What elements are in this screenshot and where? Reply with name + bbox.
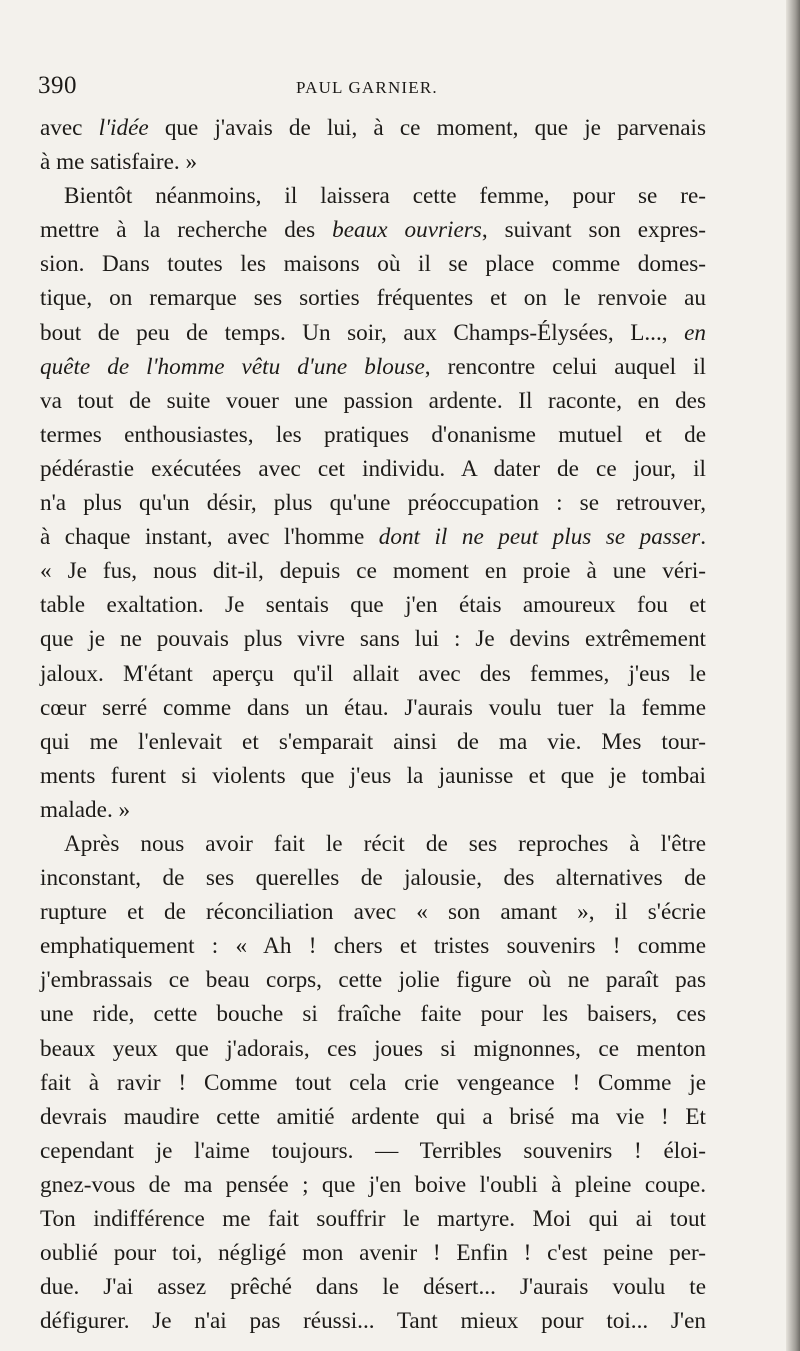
text-line: Après nous avoir fait le récit de ses reproches à l'être — [64, 830, 706, 857]
text-line: jaloux. M'étant aperçu qu'il allait avec des femmes, j'eus le — [40, 660, 706, 687]
text-line: cependant je l'aime toujours. — Terribles souvenirs ! éloi- — [40, 1137, 706, 1164]
italic-emphasis: l'idée — [98, 115, 149, 141]
italic-emphasis: quête de l'homme vêtu d'une blouse — [40, 353, 425, 380]
text-line: j'embrassais ce beau corps, cette jolie figure où ne paraît pas — [40, 967, 706, 994]
text-line: qui me l'enlevait et s'emparait ainsi de ma vie. Mes tour- — [40, 728, 706, 755]
text-line: Bientôt néanmoins, il laissera cette femme, pour se re- — [64, 183, 706, 210]
page-edge-shadow — [786, 0, 800, 1351]
text-line: beaux yeux que j'adorais, ces joues si mignonnes, ce menton — [40, 1035, 706, 1062]
page-number: 390 — [38, 72, 77, 99]
text-line: devrais maudire cette amitié ardente qui a brisé ma vie ! Et — [40, 1103, 706, 1130]
text-line: n'a plus qu'un désir, plus qu'une préoccupation : se retrouver, — [40, 490, 706, 517]
text-line: quête de l'homme vêtu d'une blouse, rencontre celui auquel il — [40, 353, 706, 380]
text-line: fait à ravir ! Comme tout cela crie vengeance ! Comme je — [40, 1069, 706, 1096]
text-line: une ride, cette bouche si fraîche faite pour les baisers, ces — [40, 1001, 706, 1028]
running-title: PAUL GARNIER. — [296, 78, 438, 97]
text-line: que je ne pouvais plus vivre sans lui : Je devins extrêmement — [40, 626, 706, 653]
text-line: ments furent si violents que j'eus la jaunisse et que je tombai — [40, 762, 706, 789]
text-line: à chaque instant, avec l'homme dont il ne peut plus se passer. — [40, 524, 707, 551]
italic-emphasis: dont il ne peut plus se passer — [378, 524, 701, 551]
page-header — [38, 72, 738, 108]
italic-emphasis: beaux ouvriers — [332, 217, 482, 244]
italic-emphasis: en — [684, 319, 706, 346]
text-line: avec l'idée que j'avais de lui, à ce moment, que je parvenais — [40, 115, 706, 141]
text-line: tique, on remarque ses sorties fréquentes et on le renvoie au — [40, 285, 706, 312]
text-line: défigurer. Je n'ai pas réussi... Tant mieux pour toi... J'en — [40, 1308, 706, 1335]
text-line: Ton indifférence me fait souffrir le martyre. Moi qui ai tout — [40, 1206, 706, 1232]
text-line: table exaltation. Je sentais que j'en étais amoureux fou et — [40, 592, 706, 619]
text-line: malade. » — [40, 796, 131, 823]
text-line: va tout de suite vouer une passion ardente. Il raconte, en des — [40, 387, 706, 414]
text-line: due. J'ai assez prêché dans le désert... J'aurais voulu te — [40, 1274, 706, 1301]
body-text — [40, 111, 706, 1338]
text-line: mettre à la recherche des beaux ouvriers, suivant son expres- — [40, 217, 706, 244]
text-line: oublié pour toi, négligé mon avenir ! Enfin ! c'est peine per- — [40, 1240, 706, 1267]
text-line: rupture et de réconciliation avec « son amant », il s'écrie — [40, 899, 706, 926]
text-line: bout de peu de temps. Un soir, aux Champs-Élysées, L..., en — [40, 319, 706, 346]
text-line: sion. Dans toutes les maisons où il se place comme domes- — [40, 251, 706, 278]
text-line: emphatiquement : « Ah ! chers et tristes souvenirs ! comme — [40, 933, 706, 960]
text-line: inconstant, de ses querelles de jalousie, des alternatives de — [40, 865, 706, 892]
text-line: pédérastie exécutées avec cet individu. A dater de ce jour, il — [40, 455, 706, 482]
text-line: cœur serré comme dans un étau. J'aurais voulu tuer la femme — [40, 694, 706, 721]
text-line: à me satisfaire. » — [40, 149, 198, 176]
text-line: « Je fus, nous dit-il, depuis ce moment en proie à une véri- — [40, 558, 706, 585]
text-line: gnez-vous de ma pensée ; que j'en boive l'oubli à pleine coupe. — [40, 1171, 706, 1198]
text-line: termes enthousiastes, les pratiques d'onanisme mutuel et de — [40, 421, 706, 448]
